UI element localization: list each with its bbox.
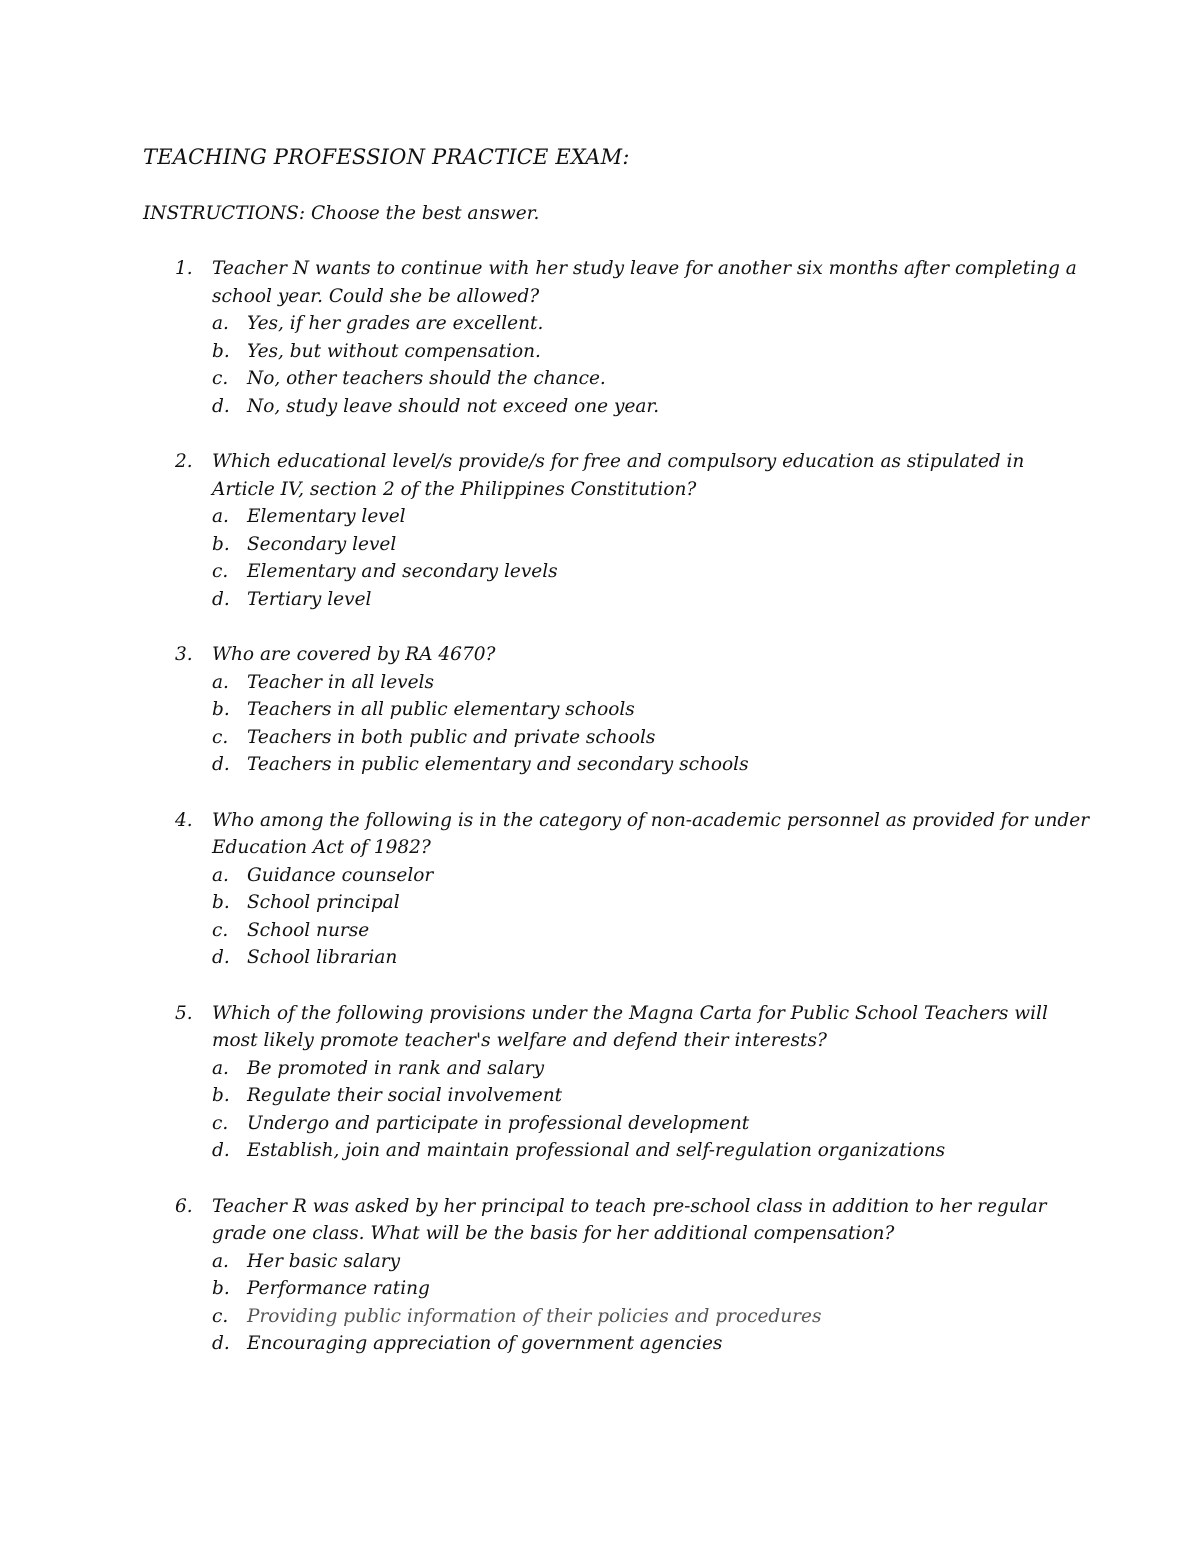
option-a [0,1055,1200,1083]
option-letter: b. [212,699,230,720]
option-list [0,310,1200,420]
option-text: Teacher in all levels [247,671,434,693]
option-letter: c. [212,726,229,748]
question-stem [0,1193,1092,1248]
option-letter: b. [212,340,230,362]
option-letter: b. [212,1278,230,1299]
instructions-text: INSTRUCTIONS: Choose the best answer. [143,203,540,224]
question-text: Which of the following provisions under the Magna Carta for Public School Teachers will most likely promote teacher's welfare and defend their interests? [212,1002,1048,1051]
option-text: School librarian [247,947,398,968]
option-text: No, other teachers should the chance. [247,368,606,389]
option-letter: a. [212,1057,229,1079]
question-text: Who are covered by RA 4670? [212,644,496,665]
option-c [0,365,1200,393]
option-text: Teachers in all public elementary schools [247,699,635,720]
option-c [0,1110,1200,1138]
option-text: Secondary level [247,533,397,555]
option-letter: d. [212,395,230,417]
option-letter: c. [212,1112,229,1134]
option-b [0,1275,1200,1303]
option-list [0,1055,1200,1165]
question-text: Which educational level/s provide/s for free and compulsory education as stipulated in Article IV, section 2 of the Philippines Constitution? [212,451,1025,500]
question-1 [0,255,1200,420]
option-a [0,669,1200,697]
option-b [0,338,1200,366]
option-a [0,310,1200,338]
question-3 [0,641,1200,779]
option-d [0,393,1200,421]
option-letter: a. [212,864,229,886]
option-letter: d. [212,947,230,968]
question-number: 3. [175,644,193,665]
question-list [0,255,1200,1386]
question-5 [0,1000,1200,1165]
option-letter: d. [212,588,230,610]
option-text: School nurse [247,919,370,941]
option-c [0,917,1200,945]
option-text: Yes, but without compensation. [247,340,541,362]
option-text: Providing public information of their policies and procedures [247,1305,822,1327]
option-letter: a. [212,313,229,334]
option-b [0,1082,1200,1110]
option-letter: d. [212,1140,230,1161]
option-c [0,724,1200,752]
option-letter: b. [212,533,230,555]
question-text: Who among the following is in the category of non-academic personnel as provided for under Education Act of 1982? [212,809,1090,858]
option-letter: c. [212,368,229,389]
option-letter: a. [212,1250,229,1272]
option-text: No, study leave should not exceed one year. [247,395,660,417]
option-d [0,944,1200,972]
option-text: Encouraging appreciation of government agencies [247,1333,723,1354]
option-c [0,1303,1200,1331]
option-b [0,531,1200,559]
question-6 [0,1193,1200,1358]
option-list [0,862,1200,972]
option-letter: a. [212,506,229,527]
option-letter: b. [212,892,230,913]
question-stem [0,807,1092,862]
option-list [0,503,1200,613]
option-text: Teachers in public elementary and secondary schools [247,754,749,775]
option-list [0,669,1200,779]
option-a [0,1248,1200,1276]
question-number: 1. [175,258,193,279]
question-text: Teacher R was asked by her principal to teach pre-school class in addition to her regular grade one class. What will be the basis for her additional compensation? [212,1195,1047,1244]
option-letter: b. [212,1085,230,1106]
option-b [0,696,1200,724]
question-number: 4. [175,809,193,831]
question-4 [0,807,1200,972]
question-stem [0,641,1092,669]
option-text: Establish, join and maintain professional and self-regulation organizations [247,1140,946,1161]
option-letter: c. [212,919,229,941]
option-text: Undergo and participate in professional development [247,1112,750,1134]
option-text: Regulate their social involvement [247,1085,563,1106]
option-text: School principal [247,892,400,913]
page-title: TEACHING PROFESSION PRACTICE EXAM: [143,145,630,169]
option-b [0,889,1200,917]
option-letter: d. [212,754,230,775]
option-text: Guidance counselor [247,864,434,886]
option-text: Performance rating [247,1278,430,1299]
option-a [0,862,1200,890]
option-a [0,503,1200,531]
question-stem [0,448,1092,503]
question-text: Teacher N wants to continue with her study leave for another six months after completing a school year. Could she be allowed? [212,258,1077,307]
option-c [0,558,1200,586]
option-letter: a. [212,671,229,693]
question-2 [0,448,1200,613]
option-text: Elementary level [247,506,406,527]
question-number: 5. [175,1002,193,1024]
option-list [0,1248,1200,1358]
option-text: Elementary and secondary levels [247,561,558,582]
option-d [0,1330,1200,1358]
option-text: Teachers in both public and private schools [247,726,656,748]
option-letter: c. [212,561,229,582]
option-text: Tertiary level [247,588,372,610]
question-stem [0,1000,1092,1055]
option-text: Yes, if her grades are excellent. [247,313,544,334]
option-letter: d. [212,1333,230,1354]
option-letter: c. [212,1305,229,1327]
question-number: 6. [175,1195,193,1217]
option-d [0,751,1200,779]
option-text: Be promoted in rank and salary [247,1057,545,1079]
option-d [0,1137,1200,1165]
option-d [0,586,1200,614]
question-number: 2. [175,451,193,472]
option-text: Her basic salary [247,1250,401,1272]
question-stem [0,255,1092,310]
